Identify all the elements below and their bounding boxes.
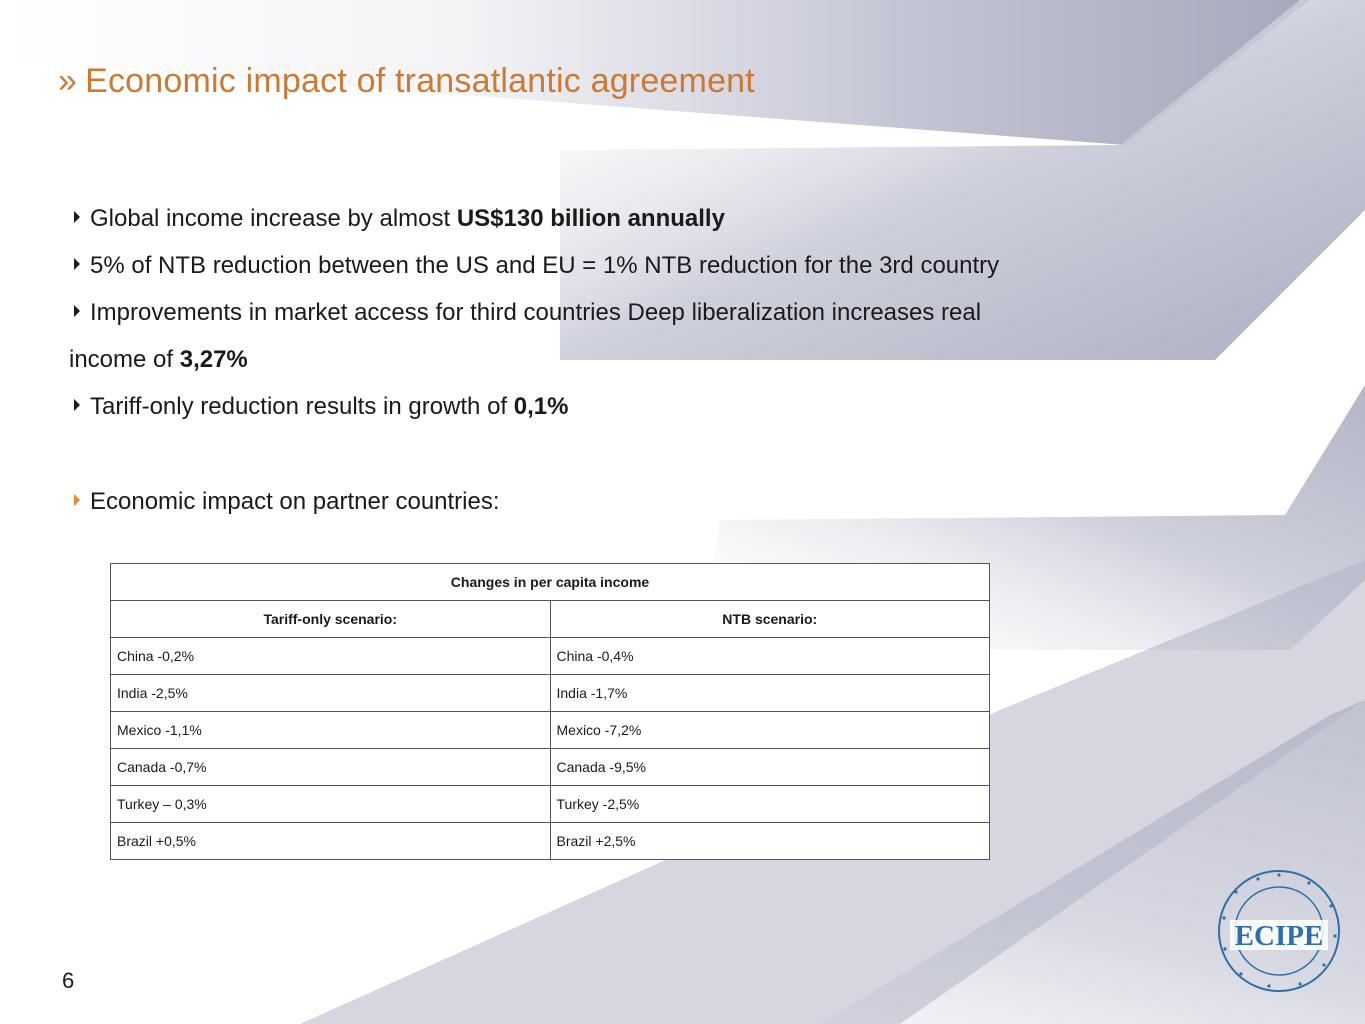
bullet-emphasis: 3,27% — [179, 346, 248, 373]
table-cell: Mexico -7,2% — [550, 712, 990, 749]
bullet-triangle-icon — [74, 211, 80, 223]
bullet-text: 5% of NTB reduction between the US and EU = 1% NTB reduction for the 3rd country — [90, 252, 1000, 279]
table-row — [111, 712, 990, 749]
bullet-continuation — [69, 346, 248, 374]
table-row — [111, 823, 990, 860]
table-header-row — [111, 601, 990, 638]
ecipe-logo — [1214, 866, 1344, 996]
table-cell: Turkey – 0,3% — [111, 786, 551, 823]
title-text: Economic impact of transatlantic agreement — [85, 62, 755, 100]
bullet-triangle-icon — [74, 305, 80, 317]
bullet-text: Economic impact on partner countries: — [90, 488, 500, 515]
table-row — [111, 786, 990, 823]
column-header-tariff: Tariff-only scenario: — [111, 601, 551, 638]
bullet-triangle-icon — [74, 399, 80, 411]
logo-wordmark: ECIPE — [1234, 920, 1324, 952]
bullet-item — [68, 488, 500, 516]
page-number: 6 — [62, 968, 75, 993]
bullet-text: income of — [69, 346, 180, 373]
bullet-triangle-icon — [74, 258, 80, 270]
bullet-text: Global income increase by almost — [90, 205, 457, 232]
table-row — [111, 749, 990, 786]
title-chevron: » — [58, 62, 78, 100]
bullet-item — [68, 205, 725, 233]
table-cell: China -0,2% — [111, 638, 551, 675]
bullet-text: Improvements in market access for third countries Deep liberalization increases real — [90, 299, 982, 326]
table-cell: Canada -0,7% — [111, 749, 551, 786]
table-caption-row — [111, 564, 990, 601]
bullet-item — [68, 252, 999, 280]
table-cell: China -0,4% — [550, 638, 990, 675]
table-cell: Canada -9,5% — [550, 749, 990, 786]
bullet-emphasis: US$130 billion annually — [456, 205, 725, 232]
bullet-text: Tariff-only reduction results in growth of — [90, 393, 514, 420]
table-cell: Mexico -1,1% — [111, 712, 551, 749]
table-cell: Brazil +2,5% — [550, 823, 990, 860]
column-header-ntb: NTB scenario: — [550, 601, 990, 638]
table-cell: Brazil +0,5% — [111, 823, 551, 860]
per-capita-income-table — [110, 563, 990, 860]
bullet-emphasis: 0,1% — [513, 393, 569, 420]
bullet-item — [68, 299, 981, 327]
table-cell: India -1,7% — [550, 675, 990, 712]
bullet-triangle-icon — [74, 494, 80, 506]
bullet-item — [68, 393, 568, 421]
table-cell: India -2,5% — [111, 675, 551, 712]
table-row — [111, 675, 990, 712]
table-cell: Turkey -2,5% — [550, 786, 990, 823]
slide-title — [58, 62, 755, 101]
table-caption: Changes in per capita income — [111, 564, 990, 601]
table-row — [111, 638, 990, 675]
